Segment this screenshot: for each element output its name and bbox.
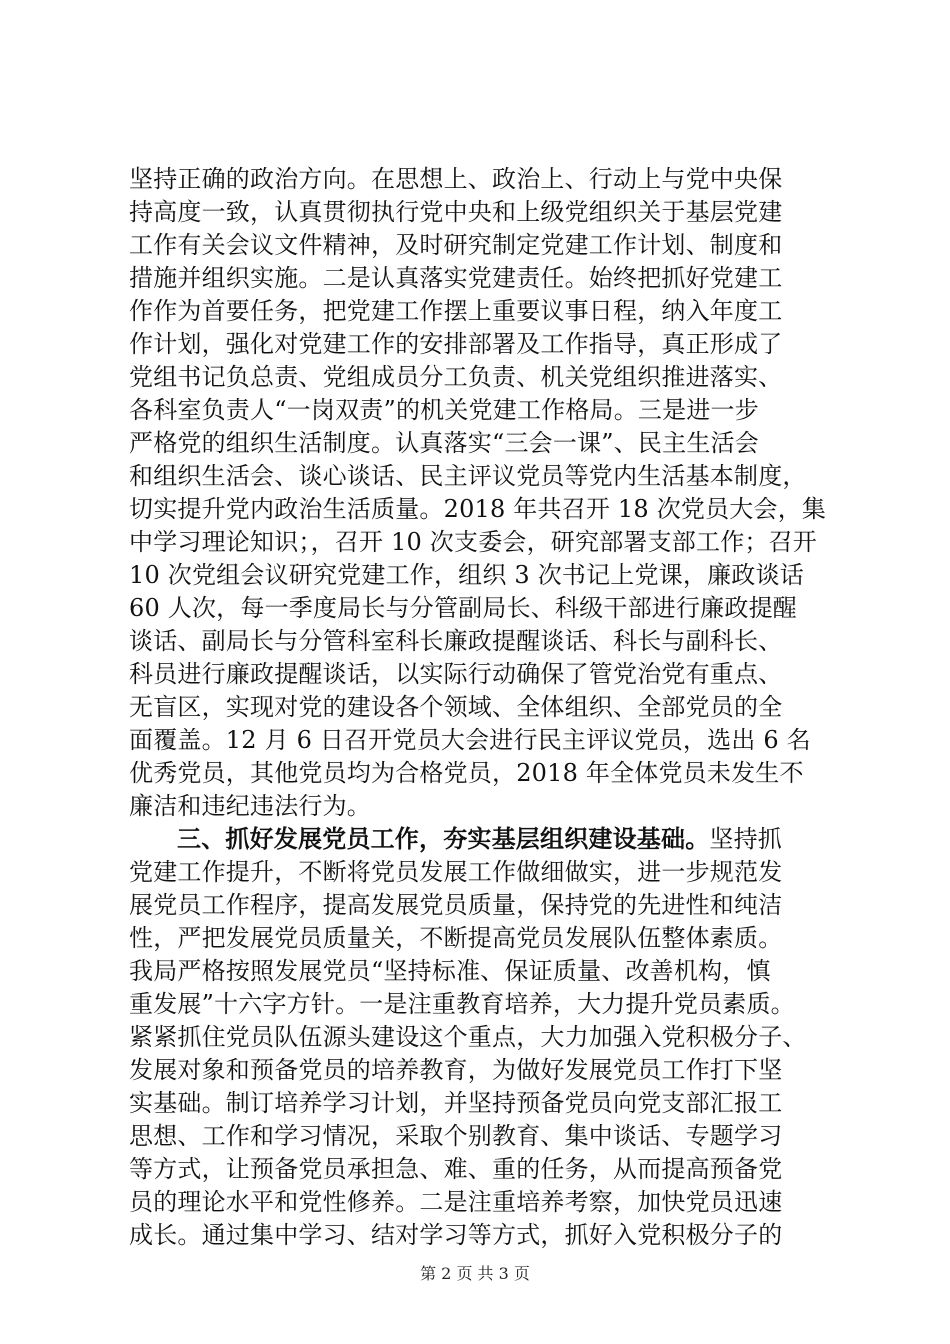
- text-line: 和组织生活会、谈心谈话、民主评议党员等党内生活基本制度，: [129, 462, 807, 490]
- text-line: 措施并组织实施。二是认真落实党建责任。始终把抓好党建工: [129, 264, 783, 292]
- document-body: [129, 163, 829, 1252]
- section-heading: 三、抓好发展党员工作，夯实基层组织建设基础。: [177, 825, 710, 853]
- text-line: 等方式，让预备党员承担急、难、重的任务，从而提高预备党: [129, 1155, 783, 1183]
- section-first-line: [129, 823, 829, 856]
- text-line: 作作为首要任务，把党建工作摆上重要议事日程，纳入年度工: [129, 297, 783, 325]
- text-line: 切实提升党内政治生活质量。2018 年共召开 18 次党员大会，集: [129, 495, 827, 523]
- text-line: 中学习理论知识；，召开 10 次支委会，研究部署支部工作；召开: [129, 528, 817, 556]
- text-line: 持高度一致，认真贯彻执行党中央和上级党组织关于基层党建: [129, 198, 783, 226]
- text-line: 面覆盖。12 月 6 日召开党员大会进行民主评议党员，选出 6 名: [129, 726, 811, 754]
- text-line: 性，严把发展党员质量关，不断提高党员发展队伍整体素质。: [129, 924, 783, 952]
- text-line: 优秀党员，其他党员均为合格党员，2018 年全体党员未发生不: [129, 759, 804, 787]
- text-line: 严格党的组织生活制度。认真落实“三会一课”、民主生活会: [129, 429, 759, 457]
- text-line: 重发展”十六字方针。一是注重教育培养，大力提升党员素质。: [129, 990, 795, 1018]
- text-line: 廉洁和违纪违法行为。: [129, 792, 371, 820]
- page-number-footer: 第 2 页 共 3 页: [420, 1264, 530, 1283]
- text-line: 员的理论水平和党性修养。二是注重培养考察，加快党员迅速: [129, 1188, 783, 1216]
- text-line: 实基础。制订培养学习计划，并坚持预备党员向党支部汇报工: [129, 1089, 783, 1117]
- section-lead-text: 坚持抓: [709, 825, 783, 853]
- text-line: 党组书记负总责、党组成员分工负责、机关党组织推进落实、: [129, 363, 783, 391]
- text-line: 谈话、副局长与分管科室科长廉政提醒谈话、科长与副科长、: [129, 627, 783, 655]
- text-line: 科员进行廉政提醒谈话，以实际行动确保了管党治党有重点、: [129, 660, 783, 688]
- text-line: 工作有关会议文件精神，及时研究制定党建工作计划、制度和: [129, 231, 783, 259]
- text-line: 我局严格按照发展党员“坚持标准、保证质量、改善机构，慎: [129, 957, 771, 985]
- text-line: 成长。通过集中学习、结对学习等方式，抓好入党积极分子的: [129, 1221, 783, 1249]
- text-line: 发展对象和预备党员的培养教育，为做好发展党员工作打下坚: [129, 1056, 783, 1084]
- text-line: 10 次党组会议研究党建工作，组织 3 次书记上党课，廉政谈话: [129, 561, 804, 589]
- text-line: 无盲区，实现对党的建设各个领域、全体组织、全部党员的全: [129, 693, 783, 721]
- text-line: 各科室负责人“一岗双责”的机关党建工作格局。三是进一步: [129, 396, 759, 424]
- text-line: 坚持正确的政治方向。在思想上、政治上、行动上与党中央保: [129, 165, 783, 193]
- text-line: 展党员工作程序，提高发展党员质量，保持党的先进性和纯洁: [129, 891, 783, 919]
- text-line: 60 人次，每一季度局长与分管副局长、科级干部进行廉政提醒: [129, 594, 797, 622]
- text-line: 党建工作提升，不断将党员发展工作做细做实，进一步规范发: [129, 858, 783, 886]
- text-line: 紧紧抓住党员队伍源头建设这个重点，大力加强入党积极分子、: [129, 1023, 807, 1051]
- text-line: 作计划，强化对党建工作的安排部署及工作指导，真正形成了: [129, 330, 783, 358]
- text-line: 思想、工作和学习情况，采取个别教育、集中谈话、专题学习: [129, 1122, 783, 1150]
